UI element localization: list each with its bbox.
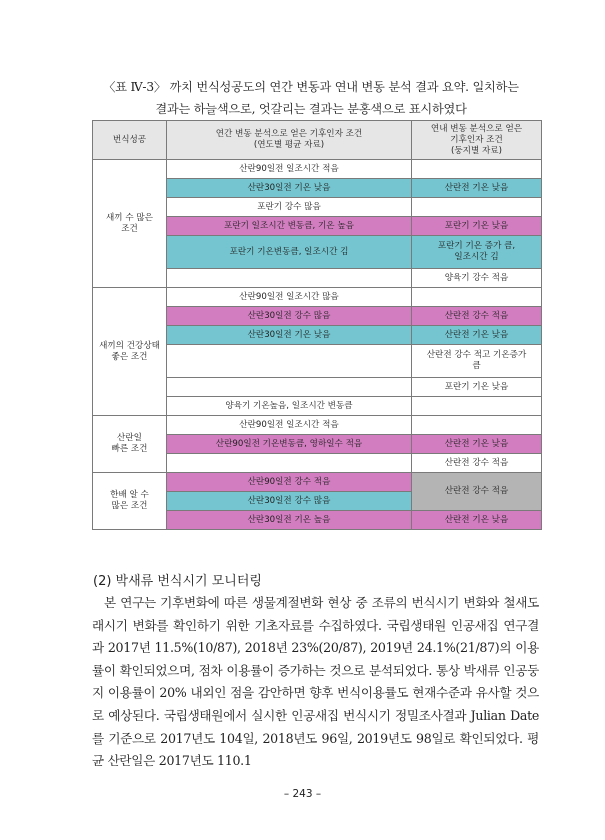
within-condition-cell [412,416,542,435]
annual-condition-cell: 산란90일전 강수 적음 [167,473,412,492]
within-condition-cell [412,160,542,179]
annual-condition-cell [167,345,412,378]
body-paragraph: 본 연구는 기후변화에 따른 생물계절변화 현상 중 조류의 번식시기 변화와 철새도래시기 변화를 확인하기 위한 기초자료를 수집하였다. 국립생태원 인공새집 연구결과 2017년 11.5%(10/87), 2018년 23%(20/87), 2019년 24.1%(21/87)의 이용률이 확인되었으며, 점차 이용률이 증가하는 것으로 분석되었다. 통상 박새류 인공둥지 이용률이 20% 내외인 점을 감안하면 향후 번식이용률도 현재수준과 유사할 것으로 예상된다. 국립생태원에서 실시한 인공새집 번식시기 정밀조사결과 Julian Date를 기준으로 2017년도 104일, 2018년도 96일, 2019년도 98일로 확인되었다. 평균 산란일은 2017년도 110.1 [92,595,539,769]
annual-condition-cell [167,269,412,288]
within-condition-cell [412,397,542,416]
annual-condition-cell: 산란30일전 강수 많음 [167,492,412,511]
within-condition-cell [412,288,542,307]
within-condition-cell: 포란기 기온 증가 큼, 일조시간 김 [412,236,542,269]
caption-line-1: 〈표 Ⅳ-3〉 까치 번식성공도의 연간 변동과 연내 변동 분석 결과 요약. 일치하는 [103,80,519,94]
header-annual-variation: 연간 변동 분석으로 얻은 기후인자 조건 (연도별 평균 자료) [167,121,412,160]
within-condition-cell [412,198,542,217]
table-row [93,473,542,492]
annual-condition-cell: 산란30일전 기온 낮음 [167,179,412,198]
annual-condition-cell: 산란90일전 일조시간 적음 [167,160,412,179]
condition-label: 새끼의 건강상태 좋은 조건 [93,288,167,416]
condition-label: 새끼 수 많은 조건 [93,160,167,288]
within-condition-cell: 산란전 강수 적음 [412,454,542,473]
within-condition-cell: 산란전 기온 낮음 [412,435,542,454]
annual-condition-cell: 산란90일전 기온변동큼, 영하일수 적음 [167,435,412,454]
table-row [93,416,542,435]
header-within-year-variation: 연내 변동 분석으로 얻은 기후인자 조건 (둥지별 자료) [412,121,542,160]
annual-condition-cell: 산란90일전 일조시간 많음 [167,288,412,307]
within-condition-cell: 양육기 강수 적음 [412,269,542,288]
annual-condition-cell [167,378,412,397]
annual-condition-cell: 산란90일전 일조시간 적음 [167,416,412,435]
annual-condition-cell: 양육기 기온높음, 일조시간 변동큼 [167,397,412,416]
summary-table [92,120,542,530]
within-condition-cell: 산란전 강수 적고 기온증가 큼 [412,345,542,378]
within-condition-cell: 산란전 기온 낮음 [412,511,542,530]
annual-condition-cell [167,454,412,473]
annual-condition-cell: 포란기 강수 많음 [167,198,412,217]
table-body [93,160,542,530]
within-condition-cell: 포란기 기온 낮음 [412,217,542,236]
section-heading: (2) 박새류 번식시기 모니터링 [93,574,262,589]
annual-condition-cell: 산란30일전 기온 낮음 [167,326,412,345]
table-row [93,288,542,307]
annual-condition-cell: 포란기 일조시간 변동큼, 기온 높음 [167,217,412,236]
annual-condition-cell: 산란30일전 강수 많음 [167,307,412,326]
caption-line-2: 결과는 하늘색으로, 엇갈리는 결과는 분홍색으로 표시하였다 [155,102,467,116]
header-breeding-success: 번식성공 [93,121,167,160]
within-condition-cell: 산란전 강수 적음 [412,473,542,511]
page-number: – 243 – [283,788,322,800]
within-condition-cell: 포란기 기온 낮음 [412,378,542,397]
annual-condition-cell: 포란기 기온변동큼, 일조시간 김 [167,236,412,269]
condition-label: 산란일 빠른 조건 [93,416,167,473]
annual-condition-cell: 산란30일전 기온 높음 [167,511,412,530]
table-row [93,160,542,179]
condition-label: 한배 알 수 많은 조건 [93,473,167,530]
within-condition-cell: 산란전 기온 낮음 [412,326,542,345]
within-condition-cell: 산란전 기온 낮음 [412,179,542,198]
within-condition-cell: 산란전 강수 적음 [412,307,542,326]
table-caption [72,76,550,120]
